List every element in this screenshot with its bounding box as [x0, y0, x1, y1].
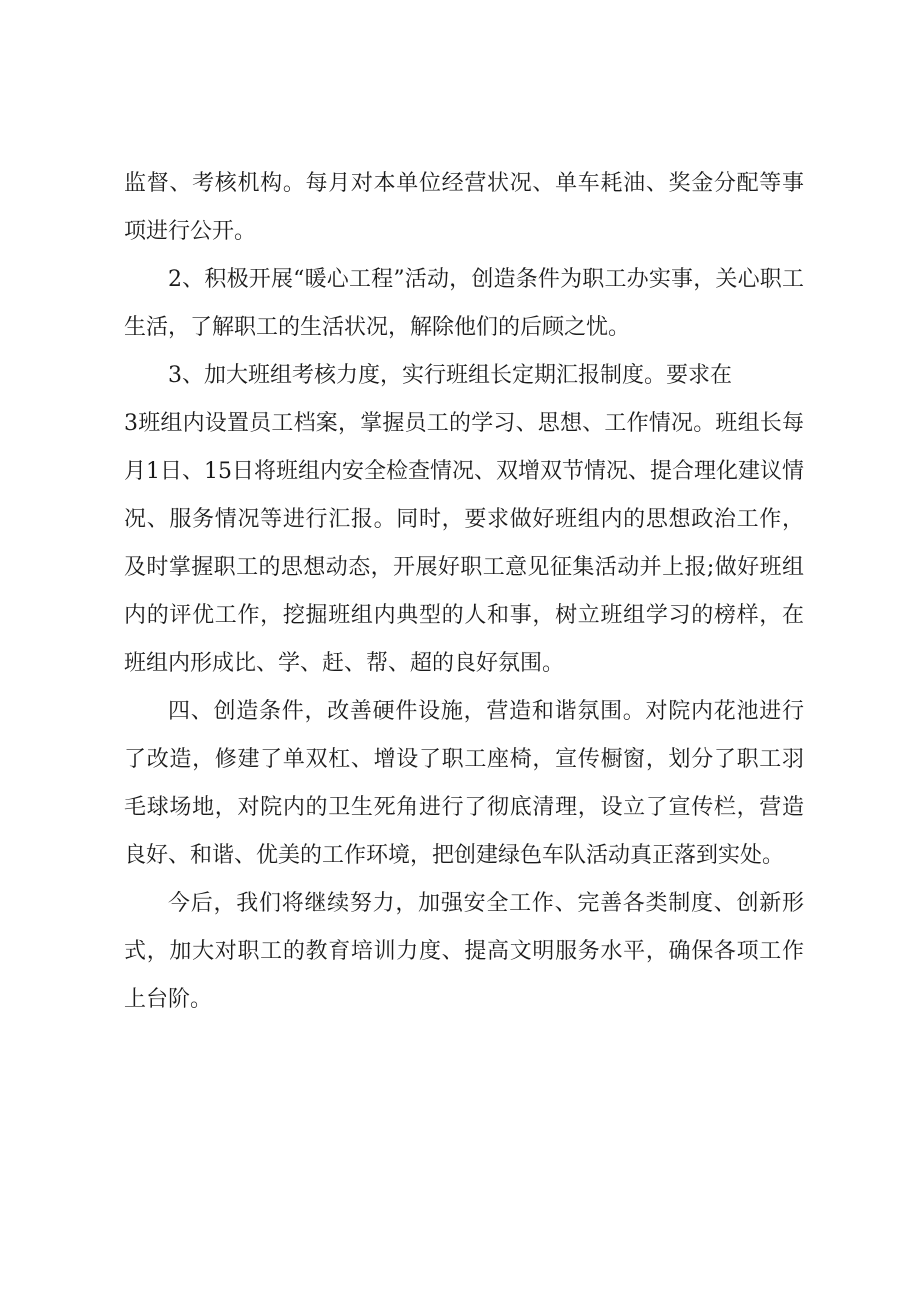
document-body	[124, 160, 804, 1024]
paragraph-5: 四、创造条件，改善硬件设施，营造和谐氛围。对院内花池进行了改造，修建了单双杠、增设了职工座椅，宣传橱窗，划分了职工羽毛球场地，对院内的卫生死角进行了彻底清理，设立了宣传栏，营造良好、和谐、优美的工作环境，把创建绿色车队活动真正落到实处。	[124, 699, 804, 868]
paragraph-4: 3班组内设置员工档案，掌握员工的学习、思想、工作情况。班组长每月1日、15日将班组内安全检查情况、双增双节情况、提合理化建议情况、服务情况等进行汇报。同时，要求做好班组内的思想政治工作，及时掌握职工的思想动态，开展好职工意见征集活动并上报;做好班组内的评优工作，挖掘班组内典型的人和事，树立班组学习的榜样，在班组内形成比、学、赶、帮、超的良好氛围。	[124, 411, 804, 676]
paragraph-2: 2、积极开展“暖心工程”活动，创造条件为职工办实事，关心职工生活，了解职工的生活状况，解除他们的后顾之忧。	[124, 267, 804, 340]
paragraph-3: 3、加大班组考核力度，实行班组长定期汇报制度。要求在	[168, 363, 732, 388]
paragraph-6: 今后，我们将继续努力，加强安全工作、完善各类制度、创新形式，加大对职工的教育培训力度、提高文明服务水平，确保各项工作上台阶。	[124, 891, 804, 1012]
paragraph-1: 监督、考核机构。每月对本单位经营状况、单车耗油、奖金分配等事项进行公开。	[124, 171, 804, 244]
